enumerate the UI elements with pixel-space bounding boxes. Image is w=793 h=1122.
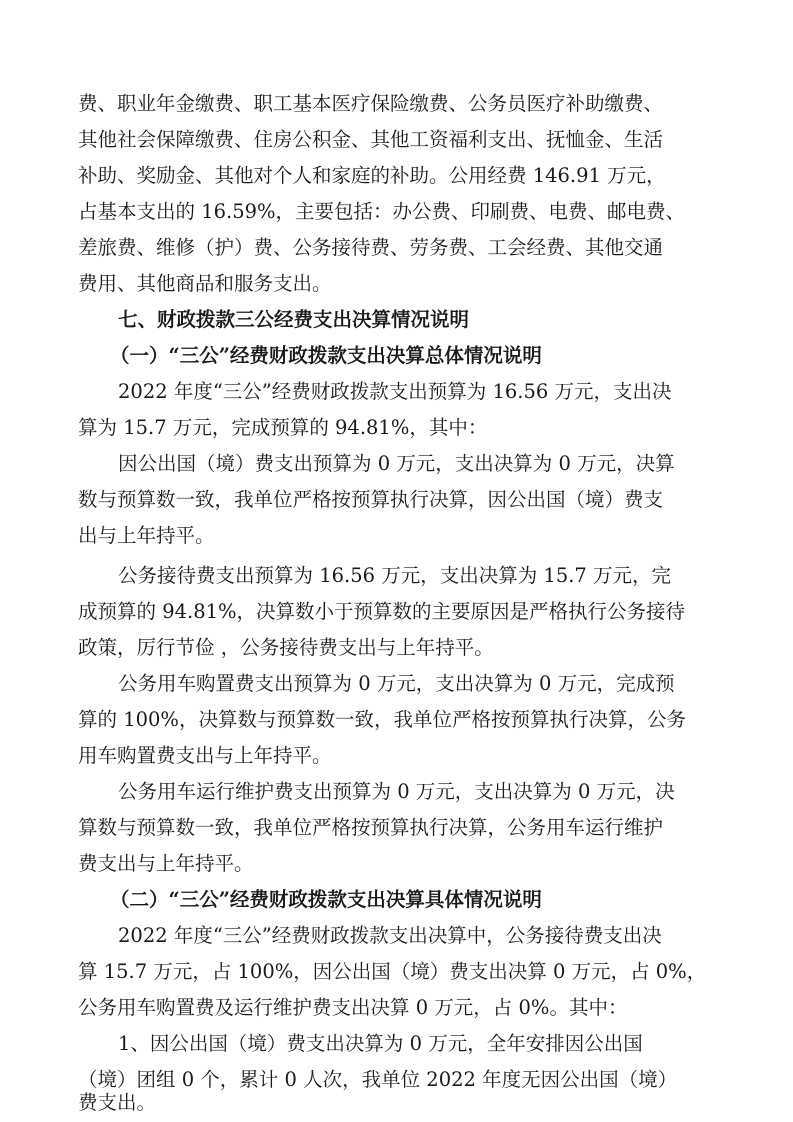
body-text-line: 用车购置费支出与上年持平。 — [78, 744, 332, 767]
body-text-line: 其他社会保障缴费、住房公积金、其他工资福利支出、抚恤金、生活 — [78, 128, 664, 151]
body-text-line: 政策，厉行节俭 ，公务接待费支出与上年持平。 — [78, 636, 494, 659]
body-text-line: 费、职业年金缴费、职工基本医疗保险缴费、公务员医疗补助缴费、 — [78, 92, 664, 115]
body-text-line: 算 15.7 万元，占 100%，因公出国（境）费支出决算 0 万元，占 0%， — [78, 960, 707, 983]
body-text-line: 2022 年度“三公”经费财政拨款支出预算为 16.56 万元，支出决 — [118, 380, 672, 403]
body-text-line: 出与上年持平。 — [78, 524, 215, 547]
section-heading: 七、财政拨款三公经费支出决算情况说明 — [118, 308, 470, 331]
body-text-line: 2022 年度“三公”经费财政拨款支出决算中，公务接待费支出决 — [118, 924, 662, 947]
subsection-heading: （一）“三公”经费财政拨款支出决算总体情况说明 — [110, 344, 542, 367]
body-text-line: 公务接待费支出预算为 16.56 万元，支出决算为 15.7 万元，完 — [118, 564, 672, 587]
subsection-heading: （二）“三公”经费财政拨款支出决算具体情况说明 — [110, 888, 542, 911]
body-text-line: 补助、奖励金、其他对个人和家庭的补助。公用经费 146.91 万元， — [78, 164, 666, 187]
body-text-line: 算为 15.7 万元，完成预算的 94.81%，其中： — [78, 416, 488, 439]
body-text-line: 费用、其他商品和服务支出。 — [78, 272, 332, 295]
body-text-line: 公务用车购置费支出预算为 0 万元，支出决算为 0 万元，完成预 — [118, 672, 675, 695]
body-text-line: 占基本支出的 16.59%，主要包括：办公费、印刷费、电费、邮电费、 — [78, 200, 686, 223]
body-text-line: 差旅费、维修（护）费、公务接待费、劳务费、工会经费、其他交通 — [78, 236, 664, 259]
body-text-line: 费支出。 — [78, 1091, 157, 1114]
body-text-line: （境）团组 0 个，累计 0 人次，我单位 2022 年度无因公出国（境） — [78, 1068, 678, 1091]
body-text-line: 1、因公出国（境）费支出决算为 0 万元，全年安排因公出国 — [118, 1032, 643, 1055]
body-text-line: 因公出国（境）费支出预算为 0 万元，支出决算为 0 万元，决算 — [118, 452, 675, 475]
body-text-line: 公务用车购置费及运行维护费支出决算 0 万元，占 0%。其中： — [78, 996, 628, 1019]
body-text-line: 成预算的 94.81%，决算数小于预算数的主要原因是严格执行公务接待 — [78, 600, 686, 623]
body-text-line: 费支出与上年持平。 — [78, 852, 254, 875]
body-text-line: 公务用车运行维护费支出预算为 0 万元，支出决算为 0 万元，决 — [118, 780, 675, 803]
body-text-line: 算数与预算数一致，我单位严格按预算执行决算，公务用车运行维护 — [78, 816, 664, 839]
body-text-line: 算的 100%，决算数与预算数一致，我单位严格按预算执行决算，公务 — [78, 708, 686, 731]
body-text-line: 数与预算数一致，我单位严格按预算执行决算，因公出国（境）费支 — [78, 488, 664, 511]
